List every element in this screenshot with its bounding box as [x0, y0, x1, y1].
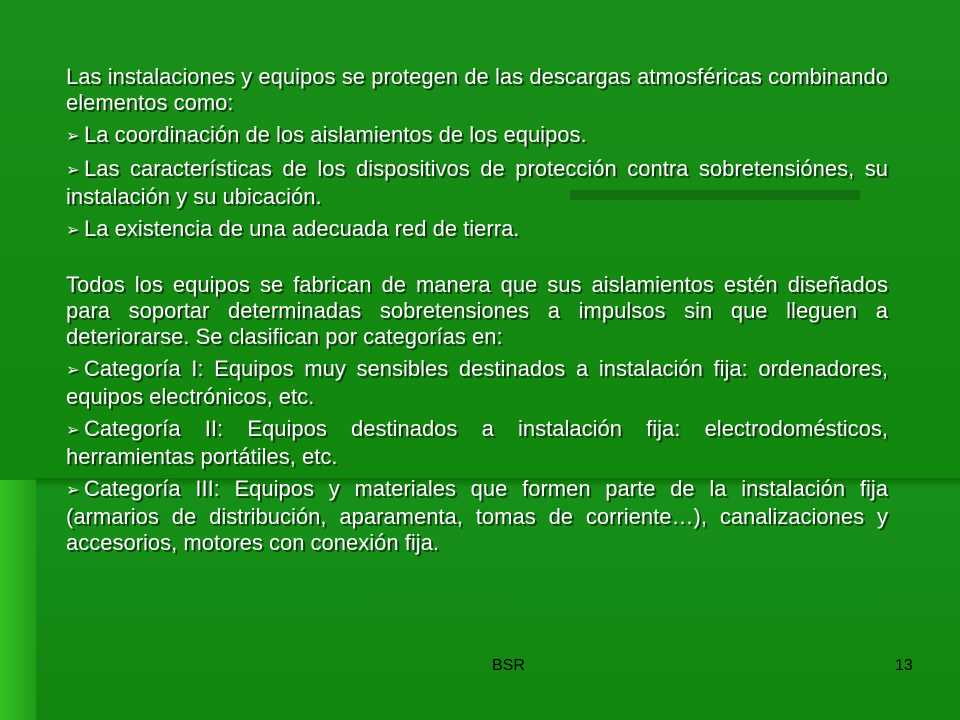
list-item-text: Categoría II: Equipos destinados a instalación fija: electrodomésticos, herramientas portátiles, etc. — [66, 416, 888, 469]
categories-paragraph: Todos los equipos se fabrican de manera que sus aislamientos estén diseñados para soportar determinadas sobretensiones a impulsos sin que lleguen a deteriorarse. Se clasifican por categorías en: — [66, 272, 888, 349]
arrow-bullet-icon: ➢ — [66, 128, 80, 145]
footer-author: BSR — [492, 657, 525, 674]
list-item-text: La existencia de una adecuada red de tierra. — [84, 216, 520, 241]
arrow-bullet-icon: ➢ — [66, 482, 80, 499]
decorative-left-band — [0, 480, 36, 720]
intro-paragraph: Las instalaciones y equipos se protegen de las descargas atmosféricas combinando elementos como: — [66, 64, 888, 115]
list-item — [66, 216, 888, 244]
slide-body — [66, 64, 888, 556]
list-item — [66, 476, 888, 556]
arrow-bullet-icon: ➢ — [66, 222, 80, 239]
list-item-text: Categoría I: Equipos muy sensibles destinados a instalación fija: ordenadores, equipos electrónicos, etc. — [66, 356, 888, 409]
page-number: 13 — [895, 657, 913, 674]
list-item-text: La coordinación de los aislamientos de los equipos. — [84, 122, 587, 147]
list-item — [66, 156, 888, 210]
list-item — [66, 356, 888, 410]
spacer — [66, 244, 888, 272]
list-item — [66, 416, 888, 470]
arrow-bullet-icon: ➢ — [66, 362, 80, 379]
list-item — [66, 122, 888, 150]
list-item-text: Las características de los dispositivos de protección contra sobretensiónes, su instalación y su ubicación. — [66, 156, 888, 209]
list-item-text: Categoría III: Equipos y materiales que formen parte de la instalación fija (armarios de distribución, aparamenta, tomas de corriente…), canalizaciones y accesorios, motores con conexión fija. — [66, 476, 888, 555]
arrow-bullet-icon: ➢ — [66, 422, 80, 439]
arrow-bullet-icon: ➢ — [66, 162, 80, 179]
